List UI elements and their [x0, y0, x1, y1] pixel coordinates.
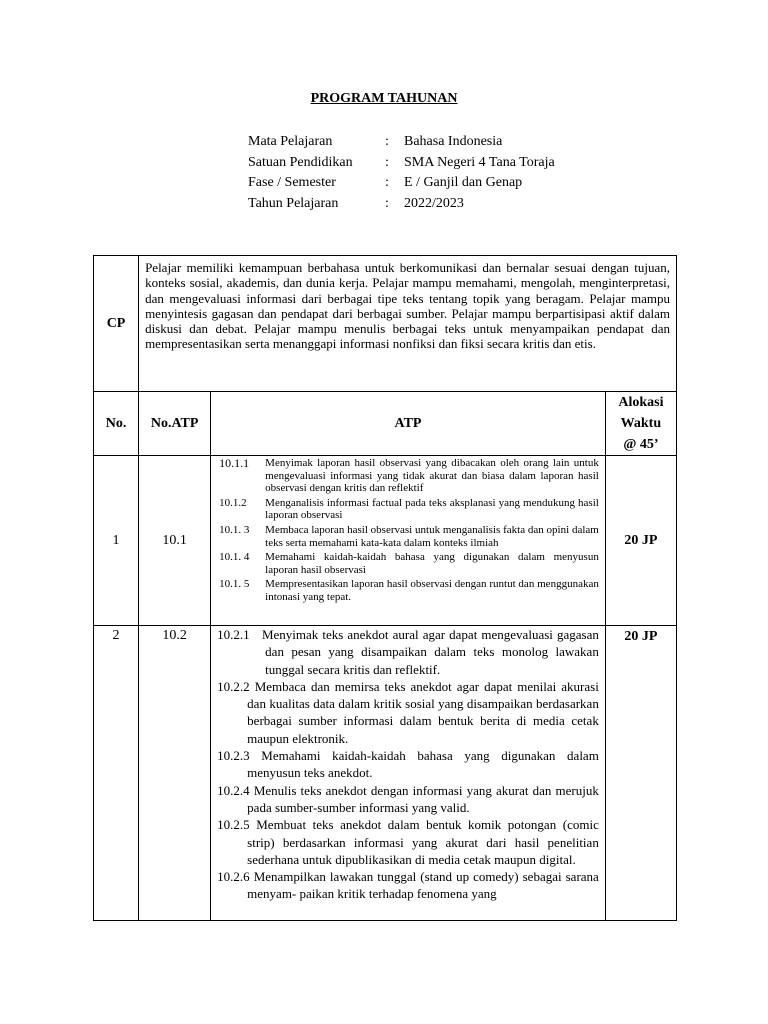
row-alokasi: 20 JP	[605, 456, 676, 626]
atp-code: 10.2.2	[217, 678, 250, 694]
atp-item	[217, 626, 599, 678]
atp-code: 10.1. 3	[219, 523, 250, 536]
row-alokasi: 20 JP	[605, 626, 676, 921]
table-row	[94, 626, 677, 921]
meta-label: Mata Pelajaran	[248, 134, 333, 149]
atp-item	[219, 457, 599, 495]
atp-item	[217, 678, 599, 747]
atp-text: Membaca dan memirsa teks anekdot agar dapat menilai akurasi dan kualitas data dalam kritik sosial yang disampaikan berdasarkan berbagai sumber informasi dalam bentuk berita di media cetak maupun elektronik.	[247, 678, 599, 746]
meta-row-subject	[248, 132, 555, 153]
atp-item	[217, 868, 599, 903]
atp-item	[217, 782, 599, 817]
atp-item	[217, 816, 599, 868]
page-title: PROGRAM TAHUNAN	[310, 91, 458, 106]
cp-text: Pelajar memiliki kemampuan berbahasa untuk berkomunikasi dan bernalar sesuai dengan tujuan, konteks sosial, akademis, dan dunia kerja. Pelajar mampu memahami, mengolah, menginterpretasi, dan mengevaluasi informasi dari berbagai tipe teks tentang topik yang beragam. Pelajar mampu menyintesis gagasan dan pendapat dari berbagai sumber. Pelajar mampu berpartisipasi aktif dalam diskusi dan debat. Pelajar mampu menulis berbagai teks untuk menyampaikan pendapat dan mempresentasikan serta menanggapi informasi nonfiksi dan fiksi secara kritis dan etis.	[139, 256, 677, 392]
cp-row	[94, 256, 677, 392]
header-row	[94, 392, 677, 456]
atp-item	[217, 747, 599, 782]
row-number: 2	[94, 626, 139, 921]
atp-list	[211, 626, 606, 921]
meta-label: Fase / Semester	[248, 175, 336, 190]
atp-list-content	[217, 626, 599, 920]
atp-text: Menyimak teks anekdot aural agar dapat mengevaluasi gagasan dan pesan yang disampaikan dalam teks monolog lawakan tunggal secara kritis dan reflektif.	[261, 627, 599, 677]
atp-list	[211, 456, 606, 626]
atp-text: Mempresentasikan laporan hasil observasi dengan runtut dan menggunakan intonasi yang tepat.	[265, 578, 599, 603]
program-table	[93, 255, 677, 921]
atp-item	[219, 551, 599, 576]
atp-code: 10.1. 4	[219, 551, 250, 564]
meta-separator: :	[385, 195, 389, 211]
meta-separator: :	[385, 154, 389, 170]
meta-row-school	[248, 153, 555, 174]
meta-row-year	[248, 194, 555, 215]
atp-code: 10.1. 5	[219, 578, 250, 591]
atp-code: 10.1.1	[219, 456, 250, 470]
table-row	[94, 456, 677, 626]
atp-text: Memahami kaidah-kaidah bahasa yang digunakan dalam menyusun teks anekdot.	[247, 748, 599, 781]
meta-separator: :	[385, 134, 389, 149]
row-atp-number: 10.1	[139, 456, 211, 626]
meta-value: Bahasa Indonesia	[404, 134, 503, 149]
atp-code: 10.2.4	[217, 782, 250, 798]
header-no-atp: No.ATP	[139, 392, 211, 456]
atp-code: 10.2.1	[217, 627, 250, 642]
atp-code: 10.2.5	[217, 817, 250, 833]
meta-separator: :	[385, 175, 389, 190]
atp-text: Menganalisis informasi factual pada teks aksplanasi yang mendukung hasil laporan observasi	[265, 496, 599, 522]
atp-item	[219, 497, 599, 522]
cp-label: CP	[94, 256, 139, 392]
header-alokasi-line: Waktu	[620, 416, 662, 431]
row-atp-number: 10.2	[139, 626, 211, 921]
atp-text: Memahami kaidah-kaidah bahasa yang digunakan dalam menyusun laporan hasil observasi	[265, 551, 599, 576]
meta-value: 2022/2023	[404, 195, 464, 211]
atp-item	[219, 524, 599, 549]
atp-text: Membaca laporan hasil observasi untuk menganalisis fakta dan opini dalam teks serta memahami kata-kata dalam konteks ilmiah	[265, 523, 599, 549]
atp-code: 10.2.6	[217, 869, 250, 885]
header-atp: ATP	[211, 392, 606, 456]
header-alokasi	[605, 392, 676, 456]
atp-item	[219, 578, 599, 603]
row-number: 1	[94, 456, 139, 626]
atp-code: 10.2.3	[217, 748, 250, 764]
meta-label: Satuan Pendidikan	[248, 154, 353, 170]
header-alokasi-line: @ 45’	[623, 437, 659, 452]
atp-code: 10.1.2	[219, 496, 247, 509]
atp-text: Membuat teks anekdot dalam bentuk komik potongan (comic strip) berdasarkan informasi yang akurat dari hasil penelitian sederhana untuk dipublikasikan di media cetak maupun digital.	[247, 817, 599, 867]
header-alokasi-line: Alokasi	[618, 395, 664, 410]
atp-text: Menyimak laporan hasil observasi yang dibacakan oleh orang lain untuk mengevaluasi informasi yang tidak akurat dan biasa dalam laporan hasil observasi dengan kritis dan reflektif	[265, 457, 599, 495]
meta-label: Tahun Pelajaran	[248, 195, 339, 211]
atp-text: Menulis teks anekdot dengan informasi yang akurat dan merujuk pada sumber-sumber informasi yang valid.	[247, 782, 599, 815]
meta-row-phase	[248, 173, 555, 194]
atp-text: Menampilkan lawakan tunggal (stand up comedy) sebagai sarana menyam- paikan kritik terhadap fenomena yang	[247, 869, 599, 902]
meta-value: E / Ganjil dan Genap	[404, 175, 523, 190]
document-info	[248, 132, 555, 214]
header-no: No.	[94, 392, 139, 456]
meta-value: SMA Negeri 4 Tana Toraja	[404, 154, 555, 170]
